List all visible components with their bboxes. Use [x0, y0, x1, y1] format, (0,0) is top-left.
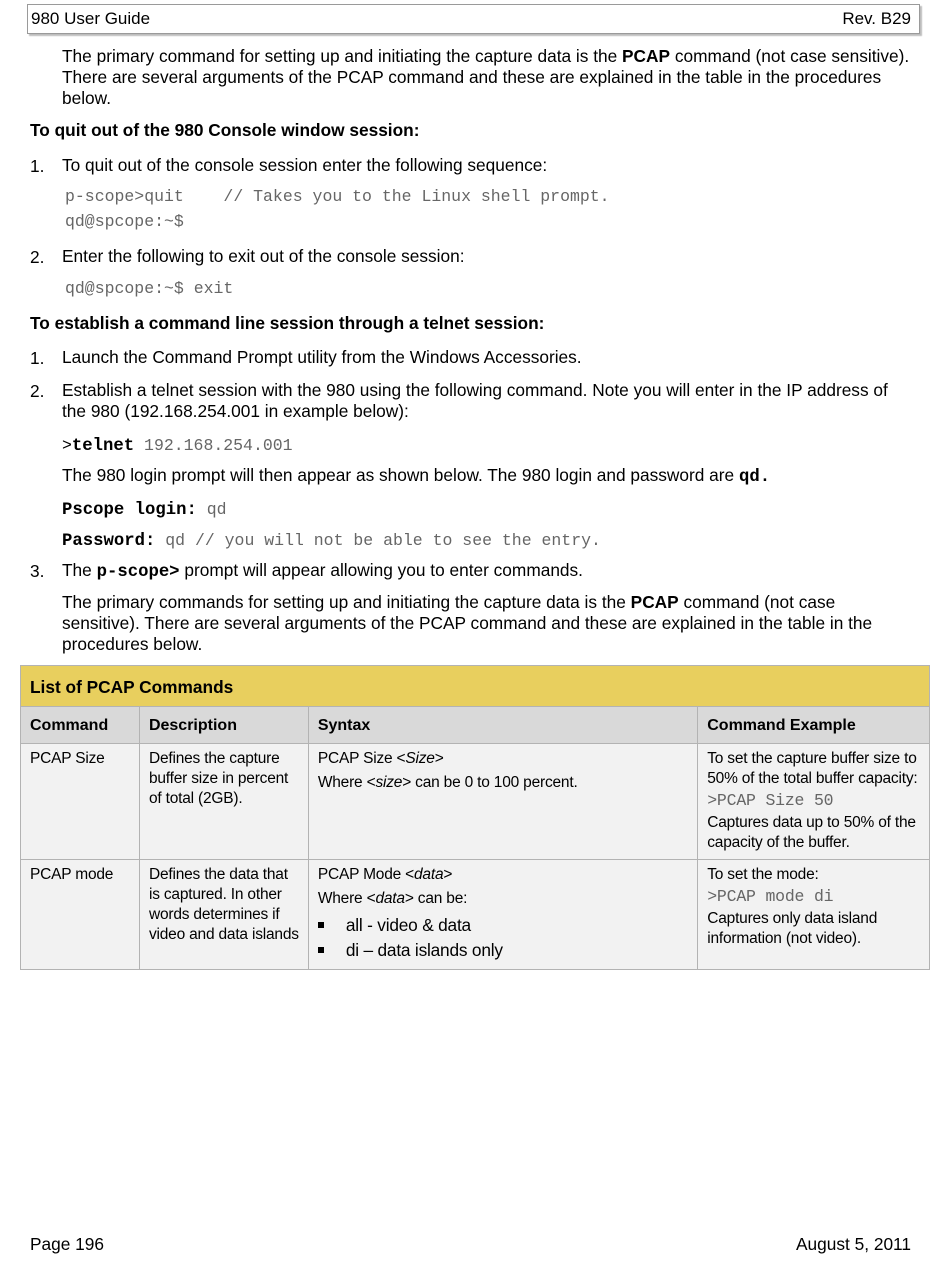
publish-date: August 5, 2011 [796, 1234, 911, 1254]
quit-heading: To quit out of the 980 Console window session: [30, 120, 420, 140]
syntax-text: Where < [317, 890, 376, 907]
bullet-text: di – data islands only [345, 940, 503, 960]
telnet-command [62, 434, 293, 457]
syntax-where-line [318, 889, 688, 909]
column-header-syntax: Syntax [308, 707, 697, 744]
telnet-para-bold: PCAP [630, 592, 679, 612]
syntax-text: > can be: [404, 890, 468, 907]
login-value: qd [196, 500, 227, 519]
login-note-code: qd. [738, 468, 771, 487]
cell-command: PCAP Size [21, 744, 140, 860]
telnet-para-end: command (not case [678, 592, 836, 612]
telnet-step1-num: 1. [30, 348, 45, 368]
telnet-step2-text [62, 380, 888, 422]
example-result: Captures only data island information (not video). [707, 910, 878, 947]
quit-step1-text: To quit out of the console session enter the following sequence: [62, 155, 548, 175]
syntax-line [318, 749, 688, 769]
password-value: qd // you will not be able to see the entry. [155, 531, 601, 550]
login-note-text: The 980 login prompt will then appear as shown below. The 980 login and password are [62, 465, 739, 485]
column-header-example: Command Example [698, 707, 930, 744]
telnet-paragraph [62, 592, 872, 655]
intro-line3: below. [62, 88, 111, 108]
telnet-ip: 192.168.254.001 [134, 436, 293, 455]
syntax-where-line [318, 773, 688, 793]
quit-code-line3: qd@spcope:~$ exit [65, 279, 234, 298]
login-line [62, 498, 227, 521]
quit-step2-text: Enter the following to exit out of the console session: [62, 246, 465, 266]
syntax-param: data [375, 890, 405, 907]
cell-syntax [308, 860, 697, 970]
quit-step2-num: 2. [30, 247, 45, 267]
intro-text: The primary command for setting up and initiating the capture data is the [62, 46, 623, 66]
bullet-text: all - video & data [345, 915, 471, 935]
telnet-step2-num: 2. [30, 381, 45, 401]
telnet-prompt: > [62, 436, 72, 455]
example-text: To set the mode: [707, 866, 819, 883]
intro-bold: PCAP [622, 46, 671, 66]
pcap-commands-table [20, 665, 930, 970]
syntax-text: PCAP Size < [317, 750, 406, 767]
telnet-step1-text: Launch the Command Prompt utility from the Windows Accessories. [62, 347, 582, 367]
password-line [62, 529, 601, 552]
telnet-step3-num: 3. [30, 561, 45, 581]
column-header-command: Command [21, 707, 140, 744]
telnet-step2-line2: the 980 (192.168.254.001 in example below): [62, 401, 409, 421]
syntax-param: Size [405, 750, 435, 767]
cell-example [698, 860, 930, 970]
cell-example [698, 744, 930, 860]
bullet-square-icon [318, 922, 324, 928]
bullet-item [318, 938, 688, 963]
syntax-line [318, 865, 688, 885]
telnet-para-line3: procedures below. [62, 634, 203, 654]
table-title: List of PCAP Commands [21, 666, 930, 707]
syntax-text: Where < [317, 774, 376, 791]
page-header [27, 4, 920, 34]
quit-step1-num: 1. [30, 156, 45, 176]
intro-text-end: command (not case sensitive). [670, 46, 910, 66]
table-row [21, 744, 930, 860]
telnet-step3-text [62, 560, 583, 583]
example-result: Captures data up to 50% of the capacity of the buffer. [707, 814, 916, 851]
telnet-step2-line1: Establish a telnet session with the 980 using the following command. Note you will enter in the IP address of [62, 380, 888, 400]
step3-pre: The [62, 560, 97, 580]
bullet-item [318, 913, 688, 938]
password-label: Password: [62, 532, 156, 551]
page-number: Page 196 [30, 1234, 104, 1254]
cell-description: Defines the data that is captured. In other words determines if video and data islands [139, 860, 308, 970]
example-code: >PCAP mode di [707, 887, 834, 906]
table-header-row [21, 707, 930, 744]
bullet-square-icon [318, 947, 324, 953]
quit-code-line2: qd@spcope:~$ [65, 212, 184, 231]
syntax-param: data [414, 866, 444, 883]
step3-post: prompt will appear allowing you to enter commands. [179, 560, 583, 580]
login-note [62, 465, 770, 488]
column-header-description: Description [139, 707, 308, 744]
syntax-text: > can be 0 to 100 percent. [402, 774, 578, 791]
revision-label: Rev. B29 [842, 9, 911, 28]
telnet-para-text: The primary commands for setting up and initiating the capture data is the [62, 592, 631, 612]
intro-line2: There are several arguments of the PCAP command and these are explained in the table in the procedures [62, 67, 882, 87]
syntax-text: > [434, 750, 444, 767]
syntax-text: > [443, 866, 453, 883]
syntax-param: size [375, 774, 403, 791]
example-text: To set the capture buffer size to 50% of the total buffer capacity: [707, 750, 918, 787]
cell-command: PCAP mode [21, 860, 140, 970]
intro-paragraph [62, 46, 909, 109]
telnet-para-line2: sensitive). There are several arguments of the PCAP command and these are explained in the table in the [62, 613, 873, 633]
syntax-text: PCAP Mode < [317, 866, 414, 883]
step3-code: p-scope> [96, 563, 180, 582]
cell-description: Defines the capture buffer size in percent of total (2GB). [139, 744, 308, 860]
telnet-heading: To establish a command line session through a telnet session: [30, 313, 545, 333]
table-row [21, 860, 930, 970]
guide-title: 980 User Guide [31, 9, 151, 28]
cell-syntax [308, 744, 697, 860]
login-label: Pscope login: [62, 501, 197, 520]
example-code: >PCAP Size 50 [707, 791, 834, 810]
quit-code-line1: p-scope>quit // Takes you to the Linux shell prompt. [65, 187, 610, 206]
telnet-keyword: telnet [71, 437, 135, 456]
